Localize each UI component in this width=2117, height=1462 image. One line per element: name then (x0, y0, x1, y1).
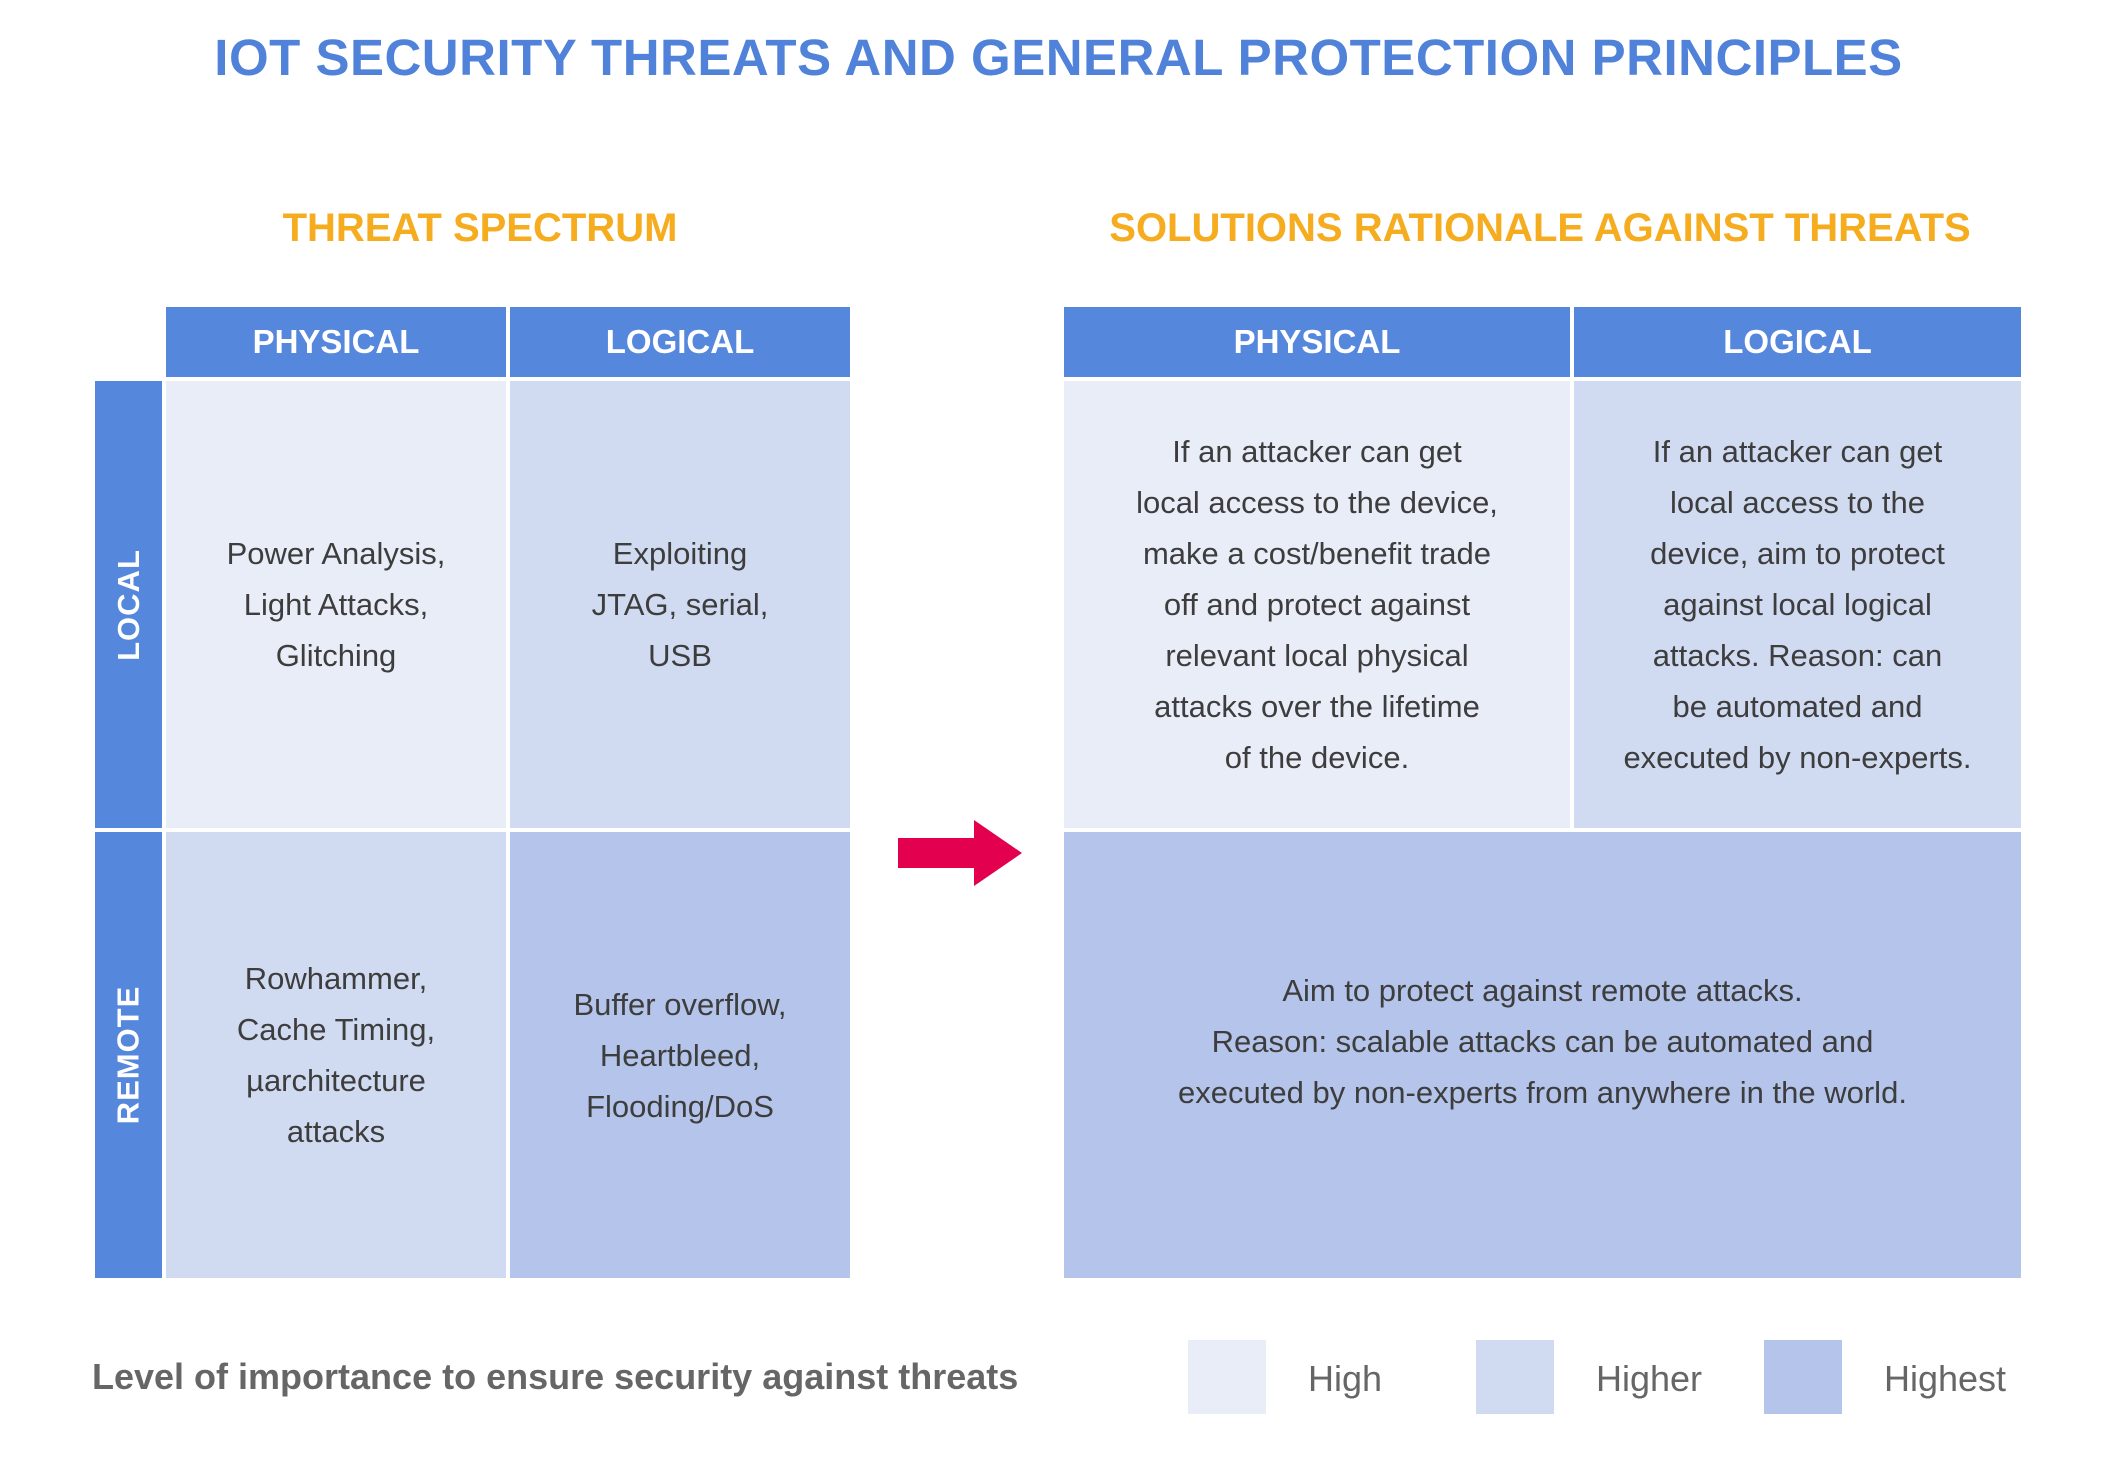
cell-line: If an attacker can get (1652, 434, 1943, 469)
cell-line: be automated and (1672, 689, 1923, 724)
solutions-heading: SOLUTIONS RATIONALE AGAINST THREATS (1109, 206, 1971, 250)
cell-line: attacks over the lifetime (1154, 689, 1480, 724)
row-header-remote (95, 832, 162, 1278)
threat-cell-local-logical (510, 381, 850, 828)
solution-cell-local-physical (1064, 381, 1570, 828)
cell-line: executed by non-experts from anywhere in the world. (1178, 1074, 1907, 1110)
cell-line: of the device. (1224, 740, 1410, 775)
cell-line: Heartbleed, (599, 1037, 761, 1073)
solutions-column-header-physical: PHYSICAL (1064, 307, 1570, 377)
solutions-column-header-logical: LOGICAL (1574, 307, 2021, 377)
cell-line: USB (648, 638, 712, 673)
threat-cell-local-physical (166, 381, 506, 828)
cell-line: executed by non-experts. (1623, 740, 1972, 775)
cell-line: µarchitecture (246, 1063, 426, 1098)
cell-line: Reason: scalable attacks can be automated and (1211, 1023, 1874, 1059)
cell-line: local access to the device, (1136, 485, 1498, 520)
threat-column-header-physical: PHYSICAL (166, 307, 506, 377)
cell-line: attacks. Reason: can (1652, 638, 1943, 673)
row-header-local (95, 381, 162, 828)
legend-label-high: High (1308, 1358, 1383, 1399)
row-header-local-label: LOCAL (110, 548, 146, 661)
cell-line: Glitching (275, 638, 397, 673)
cell-line: Light Attacks, (243, 587, 429, 622)
cell-line: Flooding/DoS (586, 1088, 774, 1124)
legend-swatch-high (1188, 1340, 1266, 1414)
legend-swatch-higher (1476, 1340, 1554, 1414)
legend-swatch-highest (1764, 1340, 1842, 1414)
cell-line: Power Analysis, (226, 536, 446, 571)
cell-line: local access to the (1669, 485, 1925, 520)
cell-line: off and protect against (1163, 587, 1471, 622)
solution-cell-local-logical (1574, 381, 2021, 828)
threat-spectrum-heading: THREAT SPECTRUM (282, 206, 678, 250)
cell-line: attacks (286, 1114, 386, 1149)
page-title: IOT SECURITY THREATS AND GENERAL PROTECTION PRINCIPLES (214, 29, 1903, 86)
cell-line: JTAG, serial, (591, 587, 769, 622)
threat-column-header-logical: LOGICAL (510, 307, 850, 377)
cell-line: Buffer overflow, (573, 986, 787, 1022)
cell-line: Cache Timing, (236, 1012, 436, 1047)
threat-cell-remote-physical (166, 832, 506, 1278)
cell-line: device, aim to protect (1650, 536, 1945, 571)
cell-line: make a cost/benefit trade (1142, 536, 1492, 571)
legend-label-highest: Highest (1884, 1358, 2007, 1399)
legend-label-higher: Higher (1596, 1358, 1703, 1399)
cell-line: If an attacker can get (1172, 434, 1462, 469)
right-arrow-icon (898, 820, 1022, 886)
cell-line: relevant local physical (1165, 638, 1469, 673)
threat-cell-remote-logical (510, 832, 850, 1278)
cell-line: Aim to protect against remote attacks. (1282, 972, 1803, 1008)
row-header-remote-label: REMOTE (110, 985, 146, 1125)
cell-line: Rowhammer, (244, 961, 428, 996)
cell-line: Exploiting (612, 536, 748, 571)
cell-line: against local logical (1663, 587, 1932, 622)
legend-title: Level of importance to ensure security against threats (92, 1356, 1019, 1397)
solution-cell-remote (1064, 832, 2021, 1278)
